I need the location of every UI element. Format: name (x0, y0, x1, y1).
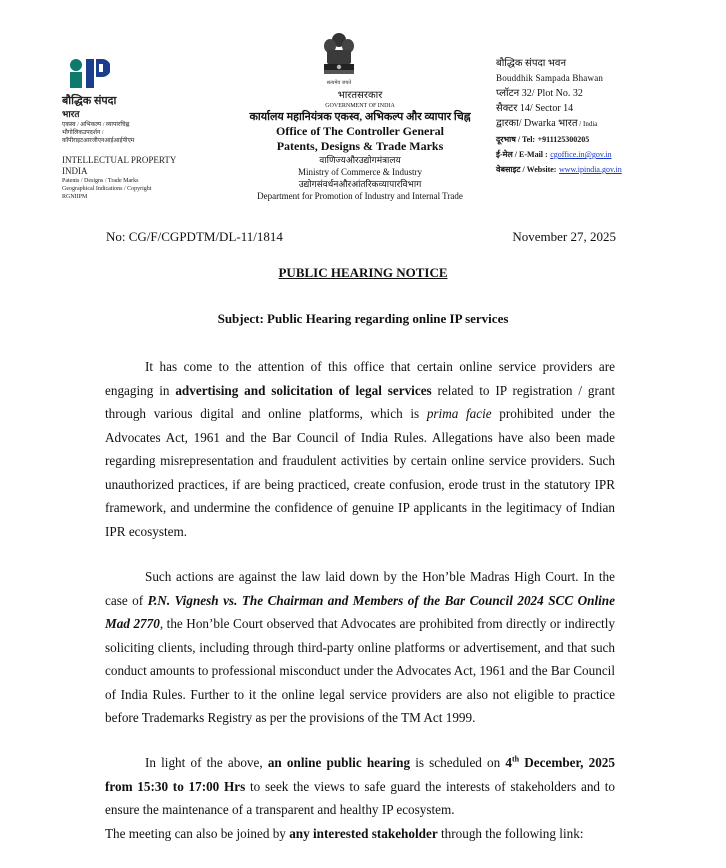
email-link[interactable]: cgoffice.in@gov.in (550, 150, 612, 159)
p1-text: prohibited under the Advocates Act, 1961 and the Bar Council of India Rules. Allegations have also been made regarding misrepresentation and fraudulent activities by certain online service providers. Such unauthorized practices, if are being practiced, create confusion, erode trust in the statutory IPR framework, and undermine the confidence of genuine IP applicants in the legitimacy of Indian IPR ecosystem. (105, 406, 615, 539)
city-dev: द्वारका/ Dwarka भारत (496, 118, 578, 129)
building-en: Bouddhik Sampada Bhawan (496, 73, 604, 83)
reference-number: No: CG/F/CGPDTM/DL-11/1814 (106, 229, 283, 244)
left-en-line: Patents / Designs / Trade Marks (62, 178, 139, 184)
left-dev-line: कॉपीराइटआरजीएनआईआईपीएम (62, 138, 135, 144)
p2-text: , the Hon’ble Court observed that Advocates are prohibited from directly or indirectly soliciting clients, including through third-party online platforms or advertisement, and that such conduct amounts to professional misconduct under the Advocates Act, 1961 and the Bar Council of India Rules. Further to it the online legal service providers are also not eligible to practice before Trademarks Registry as per the provisions of the TM Act 1999. (105, 616, 615, 725)
paragraph-3 (105, 751, 615, 822)
p3-text: to seek the views to safe guard the interests of stakeholders and to ensure the maintenance of a transparent and healthy IP ecosystem. (105, 778, 615, 817)
notice-date: November 27, 2025 (512, 229, 616, 244)
city-en: / India (577, 120, 598, 128)
sector-line: सैक्टर 14/ Sector 14 (496, 103, 574, 114)
ministry-en: Ministry of Commerce & Industry (298, 167, 422, 177)
govt-en: GOVERNMENT OF INDIA (325, 103, 395, 109)
left-en-title: INTELLECTUAL PROPERTY (62, 155, 177, 165)
dept-en: Department for Promotion of Industry and Internal Trade (257, 191, 463, 201)
dept-dev: उद्योगसंवर्धनऔरआंतरिकव्यापारविभाग (298, 179, 422, 189)
left-dev-title: बौद्धिक संपदा (62, 95, 117, 107)
left-en-country: INDIA (62, 166, 88, 176)
p1-text: It has come to the attention of this office that certain online service providers are engaging in (105, 359, 615, 398)
tel-label: दूरभाष / Tel: (496, 135, 536, 144)
p4-bold: any interested stakeholder (289, 826, 438, 841)
p4-text: The meeting can also be joined by (105, 826, 290, 841)
ministry-dev: वाणिज्यऔरउद्योगमंत्रालय (319, 155, 401, 165)
center-header (200, 90, 520, 202)
p3-text: In light of the above, (145, 755, 268, 770)
office-dev: कार्यालय महानियंत्रक एकस्व, अभिकल्प और व्यापार चिह्न (249, 111, 471, 123)
office-en-2: Patents, Designs & Trade Marks (276, 139, 444, 153)
p3-text: is scheduled on (410, 755, 506, 770)
govt-dev: भारतसरकार (337, 90, 383, 101)
p3-date-sup: th (511, 754, 520, 764)
left-dev-line: भौगोलिकउपदर्शन / (62, 130, 104, 136)
p4-text: through the following link: (437, 826, 584, 841)
p1-bold: advertising and solicitation of legal services (175, 382, 432, 398)
left-dev-country: भारत (62, 109, 80, 119)
left-dev-line: एकस्व / अभिकल्प / व्यापारचिह्न (62, 122, 130, 128)
left-en-line: RGNIIPM (62, 194, 88, 200)
email-label: ई-मेल / E-Mail : (496, 150, 548, 159)
p1-text: related to IP registration / grant through various digital and online platforms, which is (105, 382, 615, 421)
p3-date-day: 4 (505, 755, 512, 770)
national-emblem-icon (318, 30, 360, 90)
plot-line: प्लॉटन 32/ Plot No. 32 (496, 88, 583, 99)
left-org-block (62, 94, 192, 201)
p2-case-citation: P.N. Vignesh vs. The Chairman and Members of the Bar Council 2024 SCC Online Mad 2770 (105, 592, 615, 631)
office-en-1: Office of The Controller General (276, 124, 444, 138)
subject-line: Subject: Public Hearing regarding online IP services (217, 311, 509, 326)
email-line (496, 147, 696, 162)
tel-value: +911125300205 (537, 135, 590, 144)
city-line (496, 116, 696, 132)
p1-italic: prima facie (426, 406, 492, 421)
paragraph-2 (105, 565, 615, 730)
web-line (496, 162, 696, 177)
right-address-block (496, 56, 696, 177)
ip-india-logo (66, 56, 110, 92)
p2-text: Such actions are against the law laid down by the Hon’ble Madras High Court. In the case of (105, 569, 615, 608)
p3-bold: an online public hearing (267, 755, 411, 770)
paragraph-4 (105, 822, 615, 846)
left-en-line: Geographical Indications / Copyright (62, 186, 152, 192)
notice-title: PUBLIC HEARING NOTICE (278, 265, 448, 280)
web-label: वेबसाइट / Website: (496, 165, 557, 174)
building-dev: बौद्धिक संपदा भवन (496, 58, 567, 69)
tel-line (496, 132, 696, 147)
emblem-caption: सत्यमेव जयते (326, 80, 352, 86)
website-link[interactable]: www.ipindia.gov.in (558, 165, 622, 174)
p3-date-time: December, 2025 from 15:30 to 17:00 Hrs (105, 755, 615, 794)
paragraph-1 (105, 355, 615, 543)
